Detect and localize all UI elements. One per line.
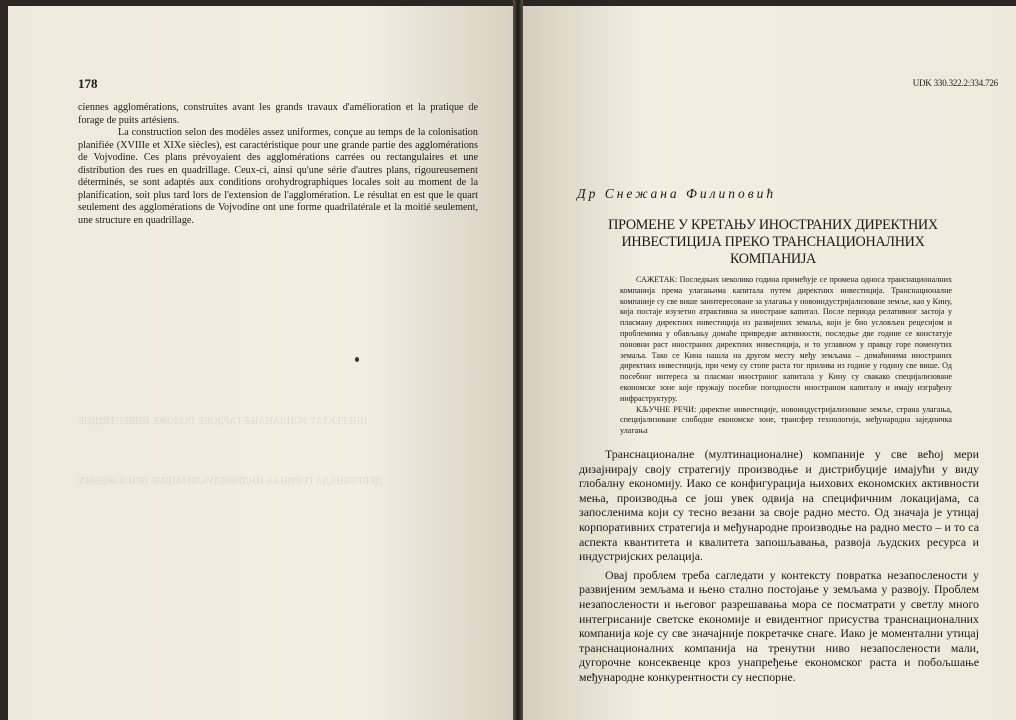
left-page-text — [78, 102, 478, 227]
page-number: 178 — [78, 76, 98, 91]
paragraph: ciennes agglomérations, construites avant les grands travaux d'amélioration et la pratique de forage de puits artésiens. — [78, 102, 478, 126]
left-page — [8, 6, 513, 720]
paragraph: Овај проблем треба сагледати у контексту повратка незапослености у развијеним земљама и њено стално постојање у земљама у развоју. Проблем незапослености и његовог разрешавања мора се посматрати у светлу много интегрисаније светске економије и евидентног присуства транснационалних компанија које су све значајније покретачке снаге. Иако је моментални утицај транснационалних компанија на тренутни ниво незапослености мали, дугорочне консеквенце кроз унапређење економског раста и побољшање међународне конкурентности су неспорне. — [579, 567, 979, 684]
bleed-through-text: ИНЕРЕКТАТ УОПЛАНАЊЕ ГАРДОВЕ ПОЛОЖЕ ИНВЕСТИЦИЈЕ — [78, 416, 368, 427]
abstract — [620, 275, 952, 437]
book-gutter — [513, 0, 523, 720]
bleed-through-text: ДЕВРЕВНАДА ГОРИНАА ИНДИВИДУАЛИЗАЦИЈЕ ПРИЛОЖЕНИХ — [78, 476, 383, 487]
paragraph: Транснационалне (мултинационалне) компаније у све већој мери дизајнирају своју стратегију производње и дистрибуције имајући у виду глобалну економију. Иако се конфигурација њихових економских активности мења, производња се још увек одвија на специфичним локацијама, са запосленима који су тесно везани за своје радно место. Од значаја је утицај корпоративних стратегија и међународне производње на радно место – и то са аспекта квантитета и квалитета запошљавања, развоја људских ресурса и индустријских релација. — [579, 447, 979, 564]
ink-spot — [355, 357, 359, 362]
paragraph: La construction selon des modèles assez uniformes, conçue au temps de la colonisation planifiée (XVIIIe et XIXe siècles), est caractéristique pour une grande partie des agglomérations de Vojvodine. Ces plans prévoyaient des agglomérations carrées ou rectangulaires et une distribution des rues en quadrillage. Ceux-ci, ainsi qu'une série d'autres plans, rigoureusement déterminés, se sont adaptés aux conditions orohydrographiques locales soit au moment de la planification, soit plus tard lors de l'extension de l'agglomération. Le résultat en est que le quart seulement des agglomérations de Vojvodine ont une forme quadrilatérale et la moitié seulement, une structure en quadrillage. — [78, 127, 478, 226]
abstract-text: САЖЕТАК: Последњих неколико година примећује се промена односа транснационалних компанија према улагањима капитала путем директних инвестиција. Транснационалне компаније су све више заинтересоване за улагања у новоиндустријализоване земље, као у Кину, која постаје изузетно атрактивна за иностране капитал. После периода релативног застоја у пласману директних инвестиција из развијених земаља, који је био условљен рецесијом и проблемима у обављању домаће привредне активности, последње две године се констатује поновни раст иностраних директних инвестиција, и то углавном у правцу горе поменутих земаља. Тако се Кина нашла на другом месту међу земљама – домаћинима иностраних директних инвестиција, при чему су стопе раста тог прилива из године у годину све више. Од посебног интереса за пласман иностраног капитала у Кину су свакако специјализоване економске зоне које пружају посебне погодности иностраном капиталу и имају изграђену инфраструктуру. — [620, 275, 952, 403]
keywords-text: КЉУЧНЕ РЕЧИ: директне инвестиције, новоиндустријализоване земље, страна улагања, специјализоване слободне економске зоне, трансфер технологија, међународна заједничка улагања — [620, 404, 952, 436]
article-title: ПРОМЕНЕ У КРЕТАЊУ ИНОСТРАНИХ ДИРЕКТНИХ ИНВЕСТИЦИЈА ПРЕКО ТРАНСНАЦИОНАЛНИХ КОМПАНИЈА — [608, 217, 938, 267]
author-name: Др Снежана Филиповић — [577, 186, 777, 201]
right-page — [523, 6, 1016, 720]
udk-code: UDK 330.322.2:334.726 — [912, 78, 998, 88]
article-body — [579, 447, 979, 685]
